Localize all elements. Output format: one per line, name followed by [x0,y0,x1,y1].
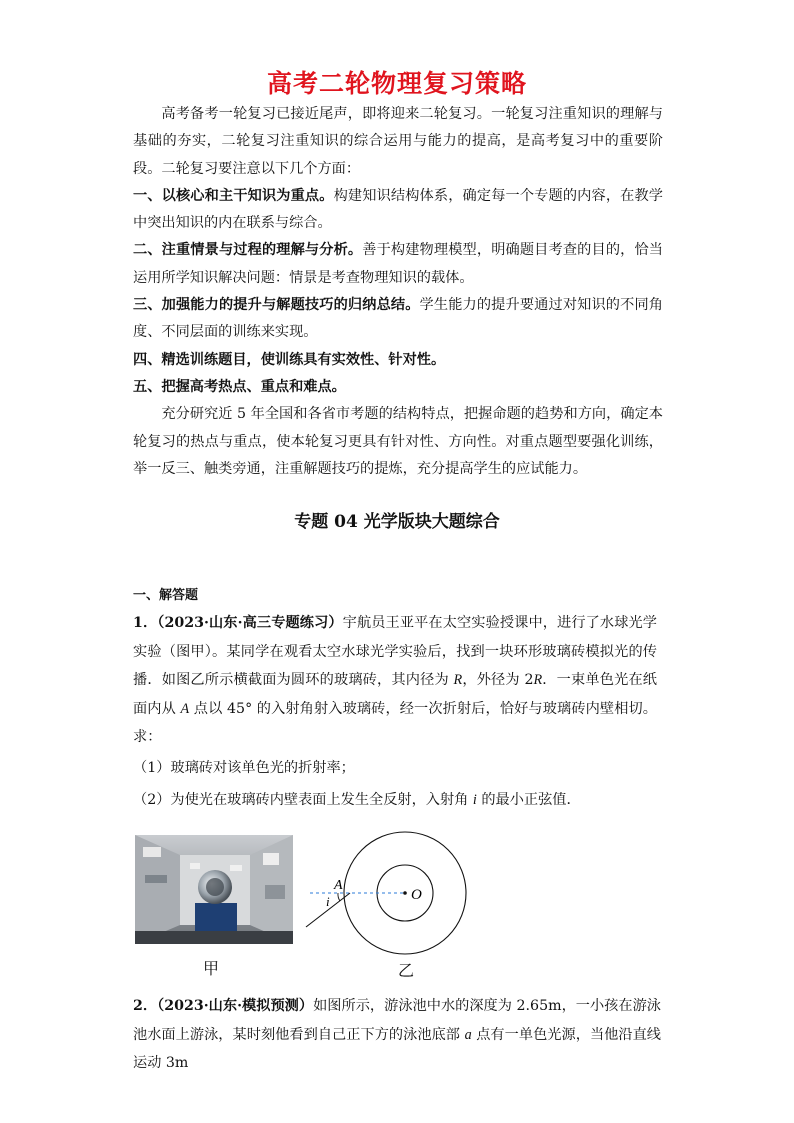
space-station-photo [135,835,293,944]
question-2 [133,992,661,1078]
topic-title: 专题 04 光学版块大题综合 [294,512,500,532]
question-1 [133,609,657,816]
figure-caption-jia: 甲 [203,959,220,978]
question-2-stem [133,992,661,1078]
strategy-item-1-text: 构建知识结构体系，确定每一个专题的内容，在教学中突出知识的内在联系与综合。 [133,187,663,232]
question-1-sub-1: （1）玻璃砖对该单色光的折射率； [133,759,355,776]
question-2-text-b: 点有一单色光源，当他沿直线运动 3m [133,1026,662,1071]
label-angle-i: i [326,894,330,909]
variable-i: i [472,791,477,808]
question-1-text-a: 宇航员王亚平在太空实验授课中，进行了水球光学实验（图甲）。某同学在观看太空水球光学实验后，找到一块环形玻璃砖模拟光的传播．如图乙所示横截面为圆环的玻璃砖，其内径为 [133,615,657,688]
intro-section [133,101,663,483]
strategy-item-2 [133,237,663,292]
strategy-item-3-text: 学生能力的提升要通过对知识的不同角度、不同层面的训练来实现。 [133,297,663,341]
section-heading: 一、解答题 [133,588,199,603]
page-title: 高考二轮物理复习策略 [266,69,527,98]
intro-paragraph: 高考备考一轮复习已接近尾声，即将迎来二轮复习。一轮复习注重知识的理解与基础的夯实，二轮复习注重知识的综合运用与能力的提高，是高考复习中的重要阶段。二轮复习要注意以下几个方面： [133,106,663,177]
strategy-item-4 [133,347,663,374]
question-2-source: （2023·山东·模拟预测） [157,998,314,1014]
figure-caption-yi: 乙 [398,961,415,980]
question-1-stem [133,609,657,752]
strategy-item-5-heading: 五、把握高考热点、重点和难点。 [133,378,346,395]
strategy-item-5 [133,374,663,401]
variable-a: A [180,700,190,717]
glass-ring-diagram [300,825,470,955]
strategy-item-1-heading: 一、以核心和主干知识为重点。 [133,187,334,204]
variable-r: R [453,672,463,688]
question-1-text-b: ，外径为 2 [462,672,534,688]
variable-point-a: a [464,1026,472,1043]
strategy-item-2-heading: 二、注重情景与过程的理解与分析。 [133,242,363,259]
question-1-sub-2-text-b: 的最小正弦值． [476,791,581,808]
question-1-source: （2023·山东·高三专题练习） [157,615,343,631]
strategy-item-2-text: 善于构建物理模型，明确题目考查的目的，恰当运用所学知识解决问题：情景是考查物理知识的载体。 [133,242,663,286]
question-2-number: 2． [133,998,158,1014]
strategy-item-3 [133,292,663,347]
strategy-item-1 [133,183,663,238]
strategy-item-4-heading: 四、精选训练题目，使训练具有实效性、针对性。 [133,351,446,368]
closing-paragraph: 充分研究近 5 年全国和各省市考题的结构特点，把握命题的趋势和方向，确定本轮复习的热点与重点，使本轮复习更具有针对性、方向性。对重点题型要强化训练，举一反三、触类旁通，注重解题技巧的提炼，充分提高学生的应试能力。 [133,406,663,477]
question-1-number: 1． [133,615,158,631]
variable-r-outer: R [533,672,543,688]
label-point-a: A [334,878,343,893]
question-1-text-c: ．一束单色光在纸面内从 [133,672,657,717]
question-1-sub-2 [133,784,657,816]
question-2-text-a: 如图所示，游泳池中水的深度为 2.65m，一小孩在游泳池水面上游泳，某时刻他看到自己正下方的泳池底部 [133,998,661,1043]
label-center-o: O [411,887,422,903]
strategy-item-3-heading: 三、加强能力的提升与解题技巧的归纳总结。 [133,297,420,314]
question-1-text-d: 点以 45° 的入射角射入玻璃砖，经一次折射后，恰好与玻璃砖内壁相切。求： [133,700,657,745]
question-1-sub-2-text-a: （2）为使光在玻璃砖内壁表面上发生全反射，入射角 [133,791,473,808]
